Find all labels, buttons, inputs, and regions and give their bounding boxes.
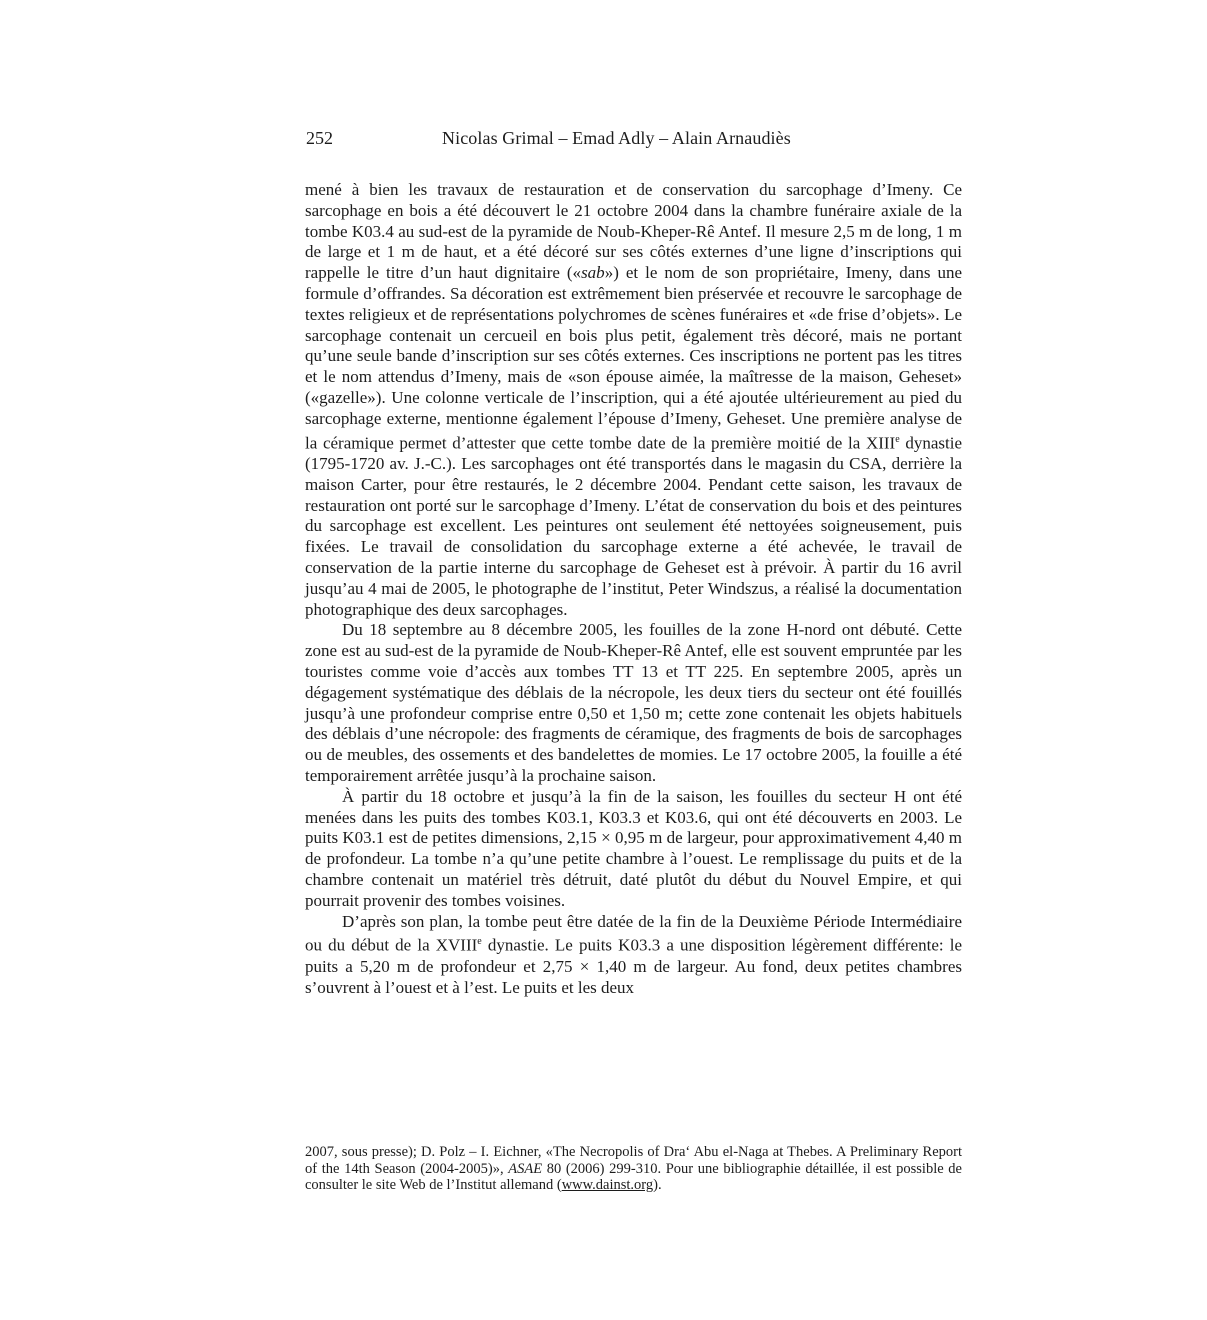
paragraph-2: Du 18 septembre au 8 décembre 2005, les fouilles de la zone H-nord ont débuté. Cette zone est au sud-est de la pyramide de Noub-Kheper-Rê Antef, elle est souvent empruntée par les touristes comme voie d’accès aux tombes TT 13 et TT 225. En septembre 2005, après un dégagement systématique des déblais de la nécropole, les deux tiers du secteur ont été fouillés jusqu’à une profondeur comprise entre 0,50 et 1,50 m; cette zone contenait les objets habituels des déblais d’une nécropole: des fragments de céramique, des fragments de bois de sarcophages ou de meubles, des ossements et des bandelettes de momies. Le 17 octobre 2005, la fouille a été temporairement arrêtée jusqu’à la prochaine saison. bbox=[305, 620, 962, 785]
footnote bbox=[305, 1144, 962, 1194]
paragraph-1-part-a: mené à bien les travaux de restauration et de conservation du sarcophage d’Imeny. Ce sarcophage en bois a été découvert le 21 octobre 2004 dans la chambre funéraire axiale de la tombe K03.4 au sud-est de la pyramide de Noub-Kheper-Rê Antef. Il mesure 2,5 m de long, 1 m de large et 1 m de haut, et a été décoré sur ses côtés externes d’une ligne d’inscriptions qui rappelle le titre d’un haut dignitaire (« bbox=[305, 180, 962, 283]
journal-title: ASAE bbox=[508, 1160, 543, 1177]
paragraph-3: À partir du 18 octobre et jusqu’à la fin de la saison, les fouilles du secteur H ont été menées dans les puits des tombes K03.1, K03.3 et K03.6, qui ont été découverts en 2003. Le puits K03.1 est de petites dimensions, 2,15 × 0,95 m de largeur, pour approximativement 4,40 m de profondeur. La tombe n’a qu’une petite chambre à l’ouest. Le remplissage du puits et de la chambre contenait un matériel très détruit, daté plutôt du début du Nouvel Empire, et qui pourrait provenir des tombes voisines. bbox=[305, 786, 962, 910]
dainst-link[interactable]: www.dainst.org bbox=[561, 1177, 654, 1194]
paragraph-4-part-b: dynastie. Le puits K03.3 a une disposition légèrement différente: le puits a 5,20 m de profondeur et 2,75 × 1,40 m de largeur. Au fond, deux petites chambres s’ouvrent à l’ouest et à l’est. Le puits et les deux bbox=[305, 936, 962, 997]
main-text bbox=[305, 180, 962, 998]
footnote-text bbox=[305, 1144, 962, 1194]
page-number: 252 bbox=[306, 128, 333, 148]
paragraph-1-part-c: dynastie (1795-1720 av. J.-C.). Les sarcophages ont été transportés dans le magasin du CSA, derrière la maison Carter, pour être restaurés, le 2 décembre 2004. Pendant cette saison, les travaux de restauration ont porté sur le sarcophage d’Imeny. L’état de conservation du bois et des peintures du sarcophage est excellent. Les peintures ont seulement été nettoyées soigneusement, puis fixées. Le travail de consolidation du sarcophage externe a été achevée, le travail de conservation de la partie interne du sarcophage de Geheset est à prévoir. À partir du 16 avril jusqu’au 4 mai de 2005, le photographe de l’institut, Peter Windszus, a réalisé la documentation photographique des deux sarcophages. bbox=[305, 433, 962, 619]
running-head: Nicolas Grimal – Emad Adly – Alain Arnaudiès bbox=[442, 128, 791, 148]
paragraph-4-part-a: D’après son plan, la tombe peut être datée de la fin de la Deuxième Période Intermédiaire ou du début de la XVIII bbox=[305, 911, 962, 955]
dynasty-superscript: e bbox=[895, 433, 900, 445]
footnote-part-c: ). bbox=[653, 1177, 662, 1194]
paragraph-1-part-b: ») et le nom de son propriétaire, Imeny, dans une formule d’offrandes. Sa décoration est extrêmement bien préservée et recouvre le sarcophage de textes religieux et de représentations polychromes de scènes funéraires et «de frise d’objets». Le sarcophage contenait un cercueil en bois plus petit, également très décoré, mais ne portant qu’une seule bande d’inscription sur ses côtés externes. Ces inscriptions ne portent pas les titres et le nom attendus d’Imeny, mais de «son épouse aimée, la maîtresse de la maison, Geheset» («gazelle»). Une colonne verticale de l’inscription, qui a été ajoutée ultérieurement au pied du sarcophage externe, mentionne également l’épouse d’Imeny, Geheset. Une première analyse de la céramique permet d’attester que cette tombe date de la première moitié de la XIII bbox=[305, 263, 962, 453]
footnote-part-a: 2007, sous presse); D. Polz – I. Eichner, «The Necropolis of Dra‘ Abu el-Naga at Thebes. A Preliminary Report of the 14th Season (2004-2005)», bbox=[305, 1144, 962, 1177]
sab-term: sab bbox=[581, 263, 605, 283]
footnote-part-b: 80 (2006) 299-310. Pour une bibliographie détaillée, il est possible de consulter le site Web de l’Institut allemand ( bbox=[305, 1160, 962, 1194]
paragraph-4 bbox=[305, 912, 962, 999]
paragraph-1 bbox=[305, 180, 962, 620]
dynasty-superscript: e bbox=[477, 936, 482, 948]
